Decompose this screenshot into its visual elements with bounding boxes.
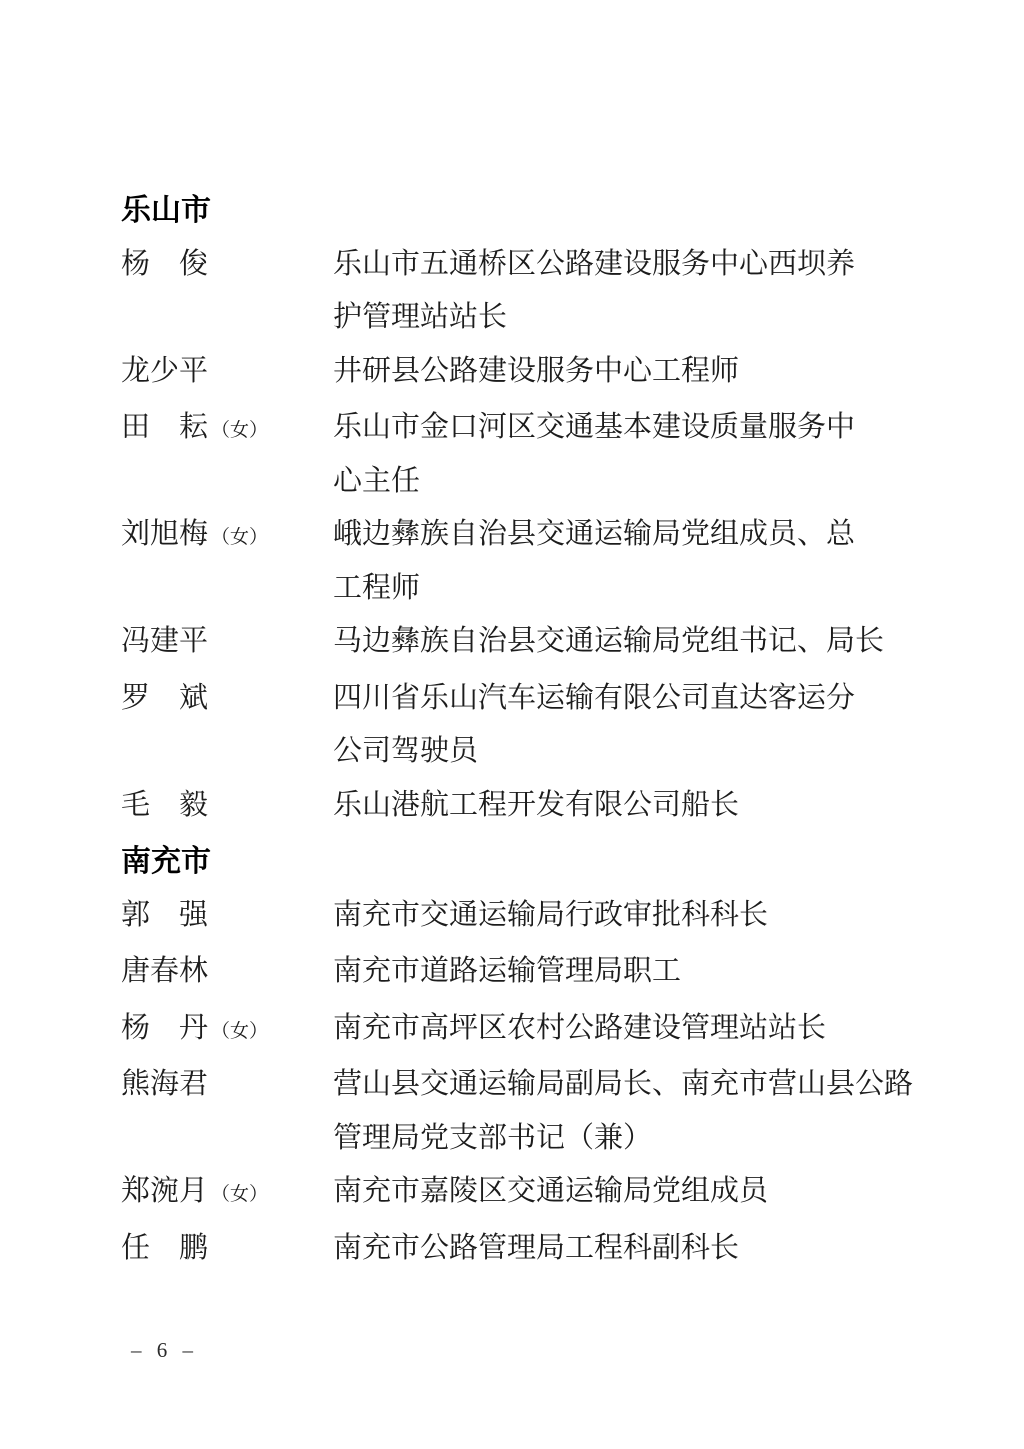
list-item — [121, 1058, 1024, 1165]
list-item — [121, 345, 1024, 402]
name-column — [121, 672, 333, 729]
person-name: 龙少平 — [121, 354, 209, 387]
list-item — [121, 401, 1024, 508]
name-column — [121, 615, 333, 672]
list-item — [121, 1002, 1024, 1059]
position-column — [333, 1222, 1024, 1276]
list-item — [121, 945, 1024, 1002]
position-column — [333, 401, 1024, 508]
person-name: 杨 丹 — [121, 1011, 209, 1044]
position-line: 乐山市金口河区交通基本建设质量服务中 — [333, 411, 856, 443]
person-name: 毛 毅 — [121, 788, 209, 821]
person-name: 杨 俊 — [121, 247, 209, 280]
document-content — [121, 0, 1024, 1278]
name-column — [121, 1058, 333, 1115]
position-column — [333, 779, 1024, 833]
position-column — [333, 615, 1024, 669]
position-line: 护管理站站长 — [333, 301, 508, 333]
person-name: 冯建平 — [121, 625, 209, 657]
position-line: 乐山市五通桥区公路建设服务中心西坝养 — [333, 247, 856, 280]
position-column — [333, 945, 1024, 999]
position-line: 营山县交通运输局副局长、南充市营山县公路 — [333, 1068, 914, 1100]
person-name: 刘旭梅 — [121, 518, 209, 550]
list-item — [121, 615, 1024, 672]
position-line: 四川省乐山汽车运输有限公司直达客运分 — [333, 681, 856, 714]
page-number: – 6 – — [131, 1338, 198, 1362]
position-column — [333, 508, 1024, 615]
position-column — [333, 1165, 1024, 1219]
position-line: 南充市交通运输局行政审批科科长 — [333, 898, 769, 931]
gender-note: （女） — [211, 1184, 269, 1205]
person-name: 任 鹏 — [121, 1231, 209, 1264]
position-line: 马边彝族自治县交通运输局党组书记、局长 — [333, 625, 885, 657]
person-name: 熊海君 — [121, 1068, 209, 1100]
person-name: 郑涴月 — [121, 1175, 209, 1207]
name-column — [121, 779, 333, 836]
name-column — [121, 508, 333, 565]
name-column — [121, 1002, 333, 1059]
list-item — [121, 672, 1024, 779]
list-item — [121, 508, 1024, 615]
name-column — [121, 1222, 333, 1279]
person-name: 唐春林 — [121, 955, 209, 987]
name-column — [121, 345, 333, 402]
gender-note: （女） — [211, 420, 269, 441]
list-item — [121, 238, 1024, 345]
name-column — [121, 401, 333, 458]
position-line: 井研县公路建设服务中心工程师 — [333, 354, 740, 387]
list-item — [121, 779, 1024, 836]
position-column — [333, 345, 1024, 399]
position-line: 南充市高坪区农村公路建设管理站站长 — [333, 1011, 827, 1044]
person-name: 罗 斌 — [121, 681, 209, 714]
person-name: 田 耘 — [121, 411, 209, 443]
position-line: 南充市道路运输管理局职工 — [333, 955, 682, 987]
name-column — [121, 238, 333, 295]
list-item — [121, 1222, 1024, 1279]
person-name: 郭 强 — [121, 898, 209, 931]
position-line: 管理局党支部书记（兼） — [333, 1121, 653, 1154]
position-line: 工程师 — [333, 571, 421, 604]
position-column — [333, 672, 1024, 779]
list-item — [121, 889, 1024, 946]
position-line: 心主任 — [333, 464, 421, 497]
list-item — [121, 1165, 1024, 1222]
position-line: 南充市嘉陵区交通运输局党组成员 — [333, 1175, 769, 1207]
position-column — [333, 889, 1024, 943]
position-column — [333, 238, 1024, 345]
position-line: 峨边彝族自治县交通运输局党组成员、总 — [333, 518, 856, 550]
gender-note: （女） — [211, 527, 269, 548]
gender-note: （女） — [211, 1020, 269, 1042]
section-title-nanchong: 南充市 — [121, 845, 211, 878]
name-column — [121, 945, 333, 1002]
position-line: 公司驾驶员 — [333, 735, 479, 767]
name-column — [121, 1165, 333, 1222]
name-column — [121, 889, 333, 946]
position-line: 乐山港航工程开发有限公司船长 — [333, 788, 740, 821]
position-column — [333, 1002, 1024, 1056]
position-column — [333, 1058, 1024, 1165]
position-line: 南充市公路管理局工程科副科长 — [333, 1231, 740, 1264]
section-title-leshan: 乐山市 — [121, 194, 211, 227]
